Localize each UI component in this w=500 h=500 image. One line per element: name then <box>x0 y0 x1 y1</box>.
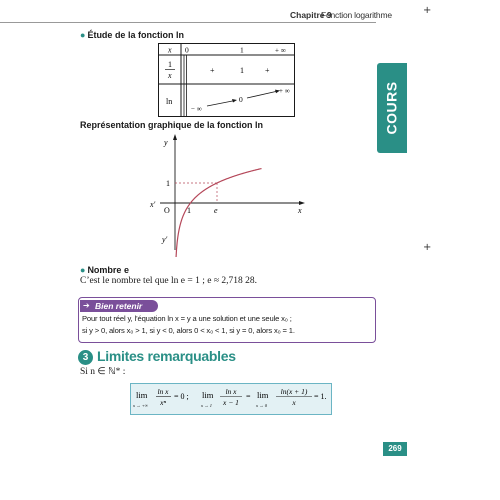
lim1-den: xⁿ <box>160 398 166 407</box>
header-rule <box>0 22 376 23</box>
lim1-word: lim <box>136 390 148 400</box>
nombre-e-text: C’est le nombre tel que ln e = 1 ; e ≈ 2,718 28. <box>80 276 258 286</box>
label-origin: O <box>164 206 170 215</box>
table-ln-arrow-2 <box>247 91 278 98</box>
section-number-badge: 3 <box>78 350 93 365</box>
lim3-word: lim <box>257 390 269 400</box>
registration-mark-top: + <box>423 5 432 16</box>
bien-retenir-label: Bien retenir <box>95 301 143 311</box>
table-x-mid: 1 <box>240 45 244 55</box>
limites-title: Limites remarquables <box>97 348 236 364</box>
lim3-sub: x → 0 <box>256 403 267 408</box>
bien-retenir-line-2: si y > 0, alors x₀ > 1, si y < 0, alors 0 < x₀ < 1, si y = 0, alors x₀ = 1. <box>82 326 295 335</box>
page-number: 269 <box>383 442 407 456</box>
table-deriv-num: 1 <box>168 60 172 69</box>
ln-graph <box>140 132 310 257</box>
label-y-prime: y′ <box>162 235 168 244</box>
table-x-end: + ∞ <box>275 46 286 55</box>
lim1-eq: = 0 ; <box>174 392 189 401</box>
label-y: y <box>164 138 168 147</box>
table-deriv-right-sign: + <box>265 66 270 75</box>
chapter-title: Fonction logarithme <box>321 10 392 20</box>
table-x-start: 0 <box>185 45 189 55</box>
arrow-right-icon: ➔ <box>83 301 90 310</box>
registration-mark-right: + <box>423 242 432 253</box>
bullet-icon: ● <box>80 265 86 275</box>
graph-title: Représentation graphique de la fonction ln <box>80 120 264 130</box>
table-ln-label: ln <box>166 97 173 106</box>
lim1-num: ln x <box>157 387 169 396</box>
nombre-e-title <box>80 265 129 275</box>
table-deriv-den: x <box>168 71 172 80</box>
label-x-one: 1 <box>187 206 191 215</box>
lim1-sub: x → +∞ <box>133 403 148 408</box>
lim2-num: ln x <box>225 387 237 396</box>
cours-tab-label-wrapper <box>377 63 407 153</box>
lim3-num: ln(x + 1) <box>280 387 308 396</box>
lim2-eq: = <box>246 392 251 401</box>
label-y-one: 1 <box>166 179 170 188</box>
table-ln-end: + ∞ <box>279 87 290 95</box>
bullet-icon: ● <box>80 30 86 40</box>
study-title-text: Étude de la fonction ln <box>87 30 184 40</box>
nombre-e-title-text: Nombre e <box>87 265 129 275</box>
lim2-sub: x → 1 <box>201 403 212 408</box>
limites-intro: Si n ∈ ℕ* : <box>80 367 126 377</box>
lim3-den: x <box>292 398 296 407</box>
table-ln-arrowhead-1 <box>232 99 237 103</box>
table-x-label: x <box>168 45 172 55</box>
label-x-e: e <box>214 206 218 215</box>
table-ln-arrow-1 <box>207 101 235 107</box>
table-deriv-left-sign: + <box>210 66 215 75</box>
study-title <box>80 30 184 40</box>
y-axis-arrow <box>173 134 177 140</box>
table-ln-start: − ∞ <box>191 105 202 113</box>
bien-retenir-line-1: Pour tout réel y, l’équation ln x = y a une solution et une seule x₀ ; <box>82 314 292 323</box>
table-ln-mid: 0 <box>239 95 243 104</box>
table-deriv-mid: 1 <box>240 66 244 75</box>
limits-formula <box>130 383 330 413</box>
variation-table <box>158 43 295 117</box>
x-axis-arrow <box>299 201 305 205</box>
cours-tab-label: COURS <box>384 81 400 135</box>
chapter-label: Chapitre 9 <box>290 10 332 20</box>
lim2-den: x − 1 <box>223 398 239 407</box>
lim2-word: lim <box>202 390 214 400</box>
label-x-prime: x′ <box>150 200 156 209</box>
lim3-eq: = 1. <box>314 392 327 401</box>
label-x: x <box>298 206 302 215</box>
